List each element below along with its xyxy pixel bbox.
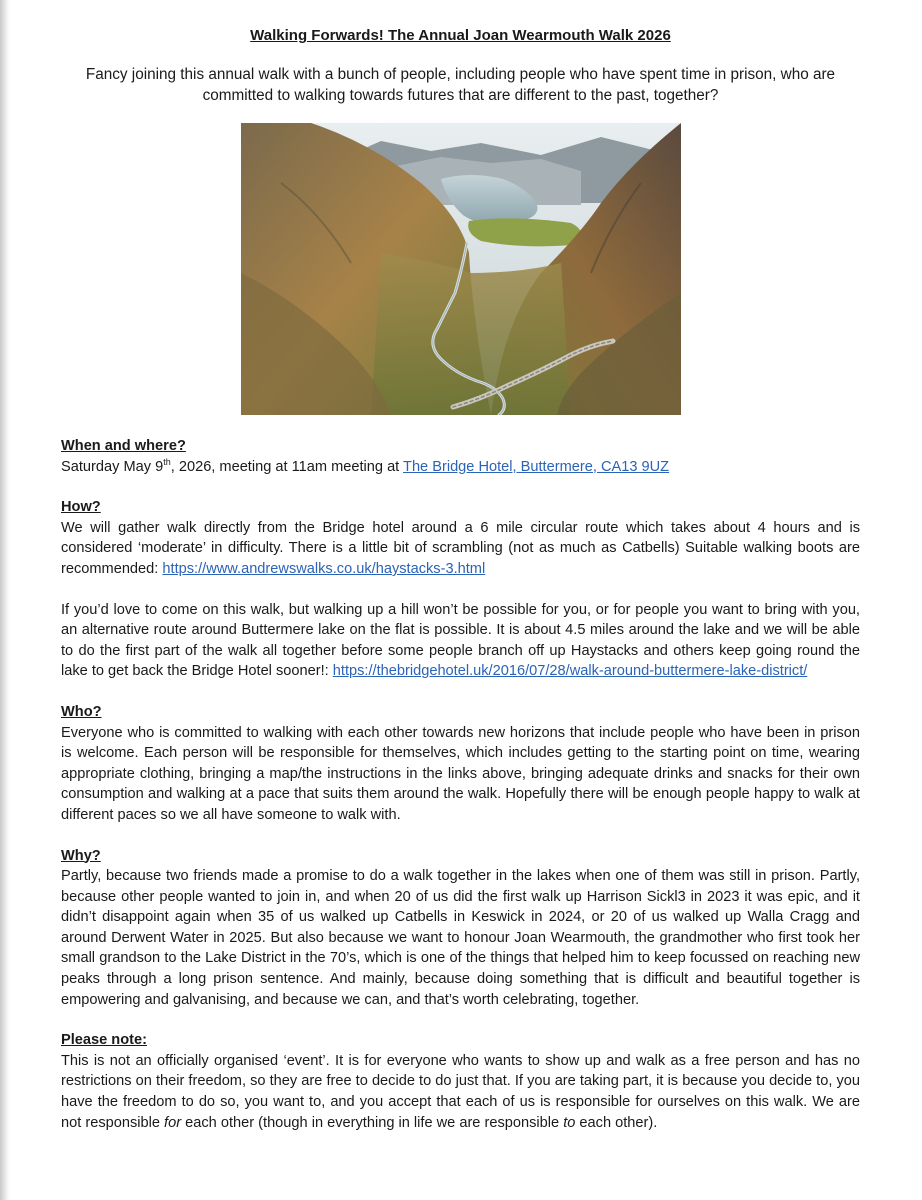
note-emphasis-for: for [164,1114,182,1131]
when-where-date: Saturday May 9 [61,458,164,475]
why-text: Partly, because two friends made a promise to do a walk together in the lakes when one of them was still in prison. Partly, because other people wanted to join in, and when 20 of us did the first walk up Harrison Sickl3 in 2023 it was epic, and it didn’t disappoint again when 35 of us walked up Catbells in Keswick in 2024, or 20 of us walked up Walla Cragg and around Derwent Water in 2025. But also because we want to honour Joan Wearmouth, the grandmother who first took her small grandson to the Lake District in the 70’s, which is one of the things that helped him to keep focussed on reaching new peaks through a long prison sentence. And mainly, because doing something that is difficult and beautiful together is empowering and galvanising, and because we can, and that’s worth celebrating, together. [61,868,860,1008]
lake-district-valley-photo [241,123,681,415]
note-text-3: each other). [575,1114,658,1131]
who-heading: Who? [61,703,102,720]
when-where-section [61,436,860,477]
who-text: Everyone who is committed to walking with each other towards new horizons that include people who have been in prison is welcome. Each person will be responsible for themselves, which includes getting to the starting point on time, wearing appropriate clothing, bringing a map/the instructions in the links above, bringing adequate drinks and snacks for their own consumption and walking at a pace that suits them around the walk. Hopefully there will be enough people happy to walk at different paces so we all have someone to walk with. [61,724,860,823]
note-text-2: each other (though in everything in life we are responsible [181,1114,564,1131]
why-heading: Why? [61,847,101,864]
alternative-route-section [61,600,860,682]
when-where-heading: When and where? [61,438,186,454]
note-text-1: This is not an officially organised ‘event’. It is for everyone who wants to show up and walk as a free person and has no restrictions on their freedom, so they are free to decide to do just that. If you are taking part, it is because you decide to, you have the freedom to do so, you want to, and you accept that each of us is responsible for ourselves on this walk. We are not responsible [61,1052,860,1131]
how-heading: How? [61,499,101,516]
andrews-walks-link[interactable]: https://www.andrewswalks.co.uk/haystacks-3.html [162,560,486,577]
why-section [61,846,860,1011]
how-text: We will gather walk directly from the Bridge hotel around a 6 mile circular route which takes about 4 hours and is considered ‘moderate’ in difficulty. There is a little bit of scrambling (not as much as Catbells) Suitable walking boots are recommended: [61,519,860,577]
note-emphasis-to: to [563,1114,576,1131]
who-section [61,702,860,826]
when-where-time: , 2026, meeting at 11am meeting at [170,458,404,475]
please-note-section [61,1030,860,1133]
date-ordinal-suffix: th [163,456,171,467]
document-page [61,24,860,1133]
document-title: Walking Forwards! The Annual Joan Wearmouth Walk 2026 [250,27,671,44]
bridge-hotel-link[interactable]: The Bridge Hotel, Buttermere, CA13 9UZ [403,458,670,475]
please-note-heading: Please note: [61,1032,147,1049]
alternative-route-text: If you’d love to come on this walk, but walking up a hill won’t be possible for you, or for people you want to bring with you, an alternative route around Buttermere lake on the flat is possible. It is about 4.5 miles around the lake and we will be able to do the first part of the walk all together before some people branch off up Haystacks and others keep going round the lake to get back the Bridge Hotel sooner!: [61,601,860,680]
bridge-hotel-walk-link[interactable]: https://thebridgehotel.uk/2016/07/28/walk-around-buttermere-lake-district/ [332,663,808,680]
page-edge-shadow [0,0,10,1200]
intro-paragraph: Fancy joining this annual walk with a bunch of people, including people who have spent time in prison, who are committed to walking towards futures that are different to the past, together? [85,66,836,104]
how-section [61,497,860,579]
